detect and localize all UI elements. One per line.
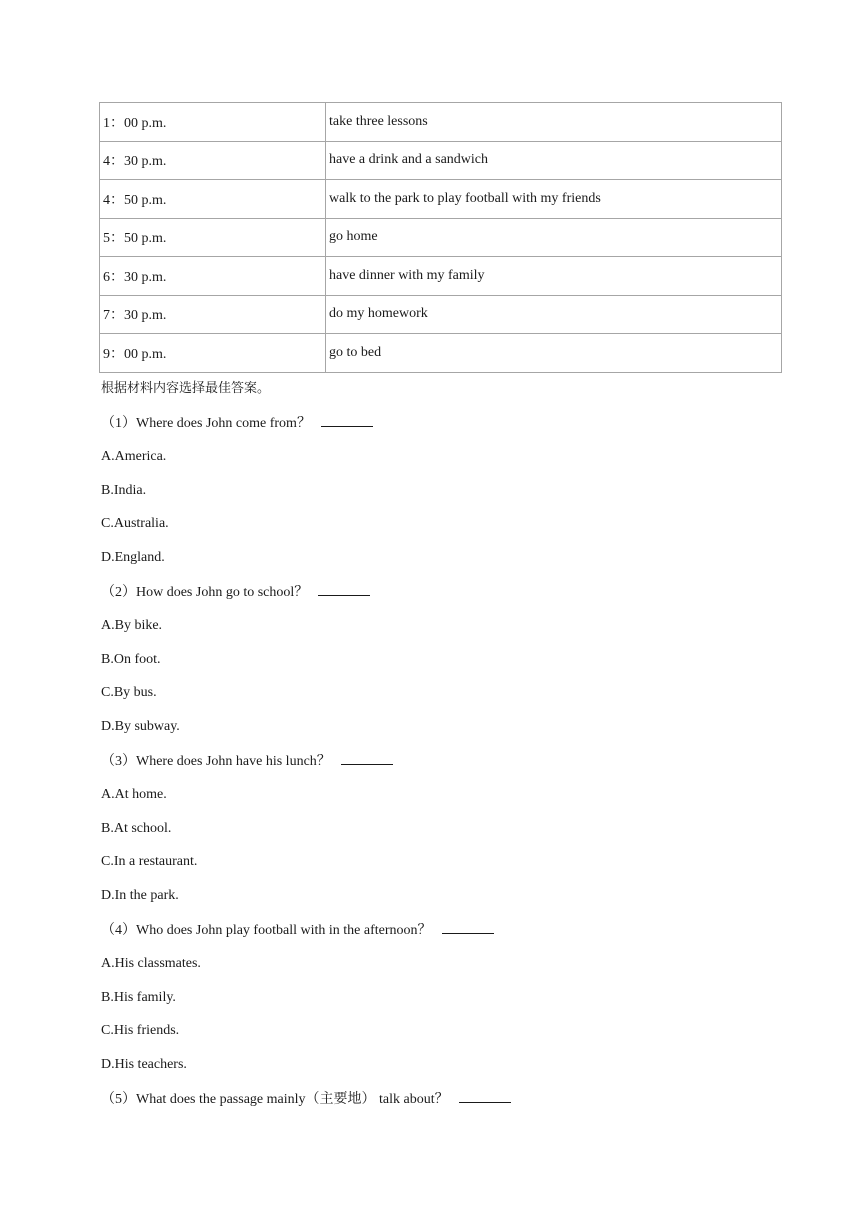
table-row [100, 141, 782, 180]
instruction-text: 根据材料内容选择最佳答案。 [101, 381, 271, 396]
option-a: A.By bike. [101, 617, 163, 633]
question-prompt [101, 919, 781, 941]
time-cell: 1：00 p.m. [100, 103, 326, 142]
table-row [100, 218, 782, 257]
option-a: A.America. [101, 448, 167, 464]
option-a: A.At home. [101, 786, 167, 802]
option-d: D.England. [101, 550, 165, 566]
schedule-table [99, 102, 782, 373]
option-c: C.In a restaurant. [101, 854, 198, 870]
table-row [100, 103, 782, 142]
answer-blank[interactable] [459, 1088, 511, 1103]
answer-blank[interactable] [341, 750, 393, 765]
option-b: B.At school. [101, 820, 172, 836]
question-text: （4）Who does John play football with in the afternoon？ [101, 922, 432, 938]
table-row [100, 334, 782, 373]
activity-cell: go home [326, 218, 782, 257]
question-text: （3）Where does John have his lunch？ [101, 753, 331, 769]
option-c: C.His friends. [101, 1023, 180, 1039]
time-cell: 7：30 p.m. [100, 295, 326, 334]
option-c: C.By bus. [101, 685, 157, 701]
table-row [100, 180, 782, 219]
answer-blank[interactable] [318, 581, 370, 596]
option-d: D.In the park. [101, 888, 179, 904]
question-text: （1）Where does John come from？ [101, 416, 311, 431]
answer-blank[interactable] [321, 412, 373, 427]
activity-cell: walk to the park to play football with my friends [326, 180, 782, 219]
option-c: C.Australia. [101, 516, 169, 532]
activity-cell: have dinner with my family [326, 257, 782, 296]
option-b: B.His family. [101, 989, 176, 1005]
option-d: D.By subway. [101, 719, 180, 735]
option-d: D.His teachers. [101, 1057, 187, 1073]
time-cell: 4：30 p.m. [100, 141, 326, 180]
question-prompt [101, 750, 781, 772]
option-b: B.India. [101, 482, 147, 498]
table-row [100, 257, 782, 296]
question-text: （2）How does John go to school？ [101, 584, 309, 600]
answer-blank[interactable] [442, 919, 494, 934]
option-a: A.His classmates. [101, 955, 201, 971]
time-cell: 4：50 p.m. [100, 180, 326, 219]
option-b: B.On foot. [101, 651, 161, 667]
activity-cell: have a drink and a sandwich [326, 141, 782, 180]
question-prompt [101, 581, 781, 603]
time-cell: 6：30 p.m. [100, 257, 326, 296]
question-prompt [101, 412, 781, 434]
question-text: （5）What does the passage mainly（主要地） talk about？ [101, 1091, 449, 1107]
time-cell: 5：50 p.m. [100, 218, 326, 257]
table-row [100, 295, 782, 334]
question-section [101, 378, 781, 1122]
activity-cell: do my homework [326, 295, 782, 334]
question-prompt [101, 1088, 781, 1110]
time-cell: 9：00 p.m. [100, 334, 326, 373]
activity-cell: take three lessons [326, 103, 782, 142]
activity-cell: go to bed [326, 334, 782, 373]
